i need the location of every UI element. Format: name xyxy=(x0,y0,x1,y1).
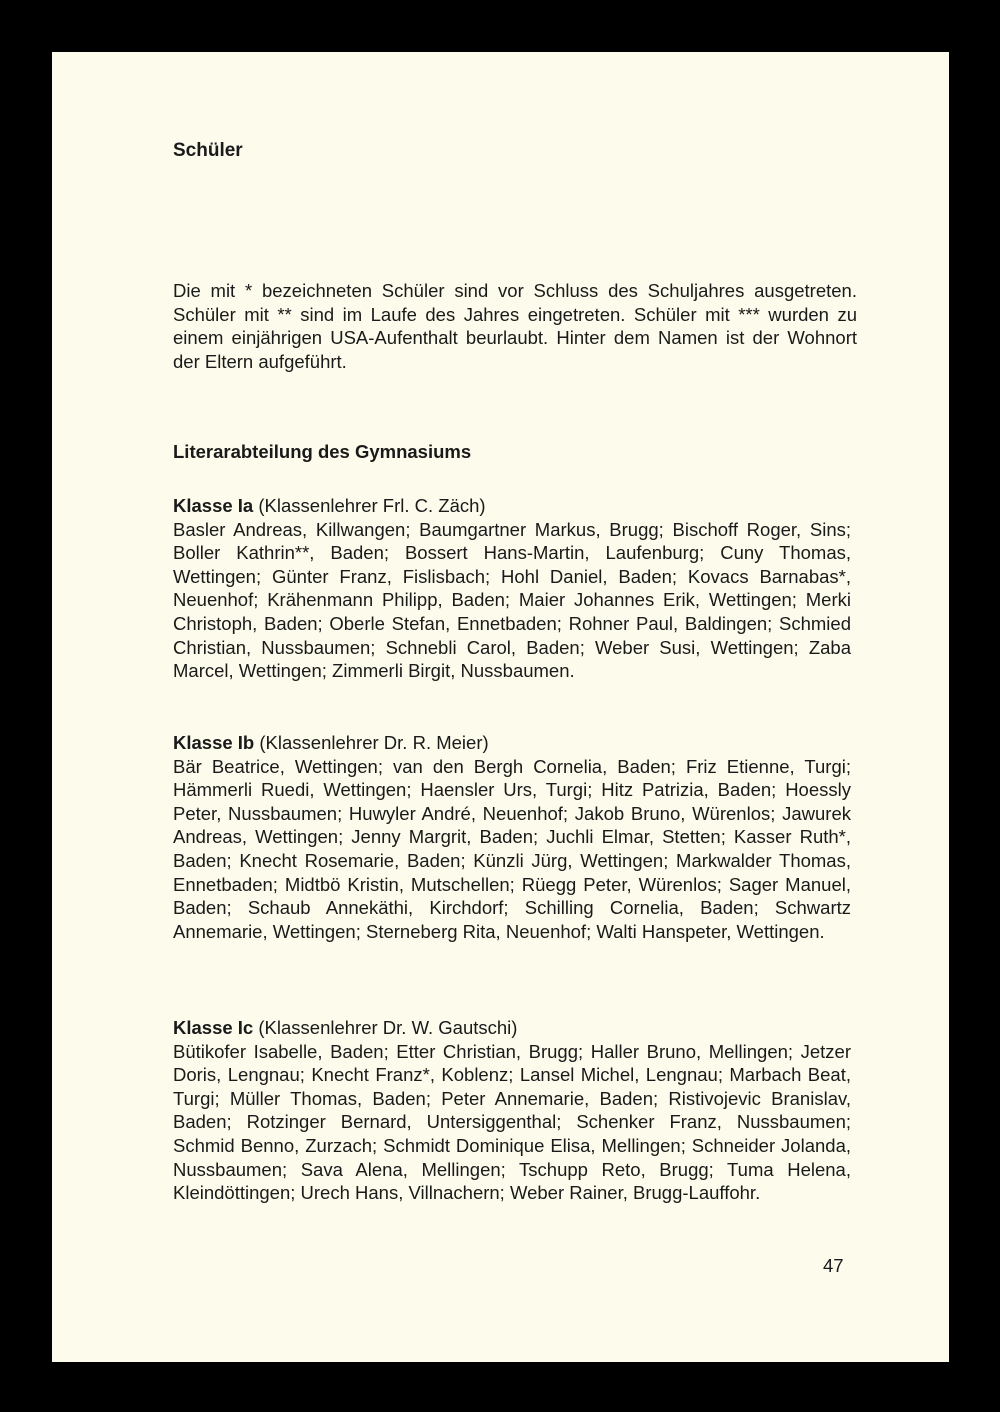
class-name: Klasse Ic xyxy=(173,1017,254,1038)
class-student-list: Bär Beatrice, Wettingen; van den Bergh Cornelia, Baden; Friz Etienne, Turgi; Hämmerli Ruedi, Wettingen; Haensler Urs, Turgi; Hitz Patrizia, Baden; Hoessly Peter, Nussbaumen; Huwyler André, Neuenhof; Jakob Bruno, Würenlos; Jawurek Andreas, Wettingen; Jenny Margrit, Baden; Juchli Elmar, Stetten; Kasser Ruth*, Baden; Knecht Rosemarie, Baden; Künzli Jürg, Wettingen; Markwalder Thomas, Ennetbaden; Midtbö Kristin, Mutschellen; Rüegg Peter, Würenlos; Sager Manuel, Baden; Schaub Annekäthi, Kirchdorf; Schilling Cornelia, Baden; Schwartz Annemarie, Wettingen; Sterneberg Rita, Neuenhof; Walti Hanspeter, Wettingen. xyxy=(173,755,851,942)
class-student-list: Bütikofer Isabelle, Baden; Etter Christian, Brugg; Haller Bruno, Mellingen; Jetzer Doris, Lengnau; Knecht Franz*, Koblenz; Lansel Michel, Lengnau; Marbach Beat, Turgi; Müller Thomas, Baden; Peter Annemarie, Baden; Ristivojevic Branislav, Baden; Rotzinger Bernard, Untersiggenthal; Schenker Franz, Nussbaumen; Schmid Benno, Zurzach; Schmidt Dominique Elisa, Mellingen; Schneider Jolanda, Nussbaumen; Sava Alena, Mellingen; Tschupp Reto, Brugg; Tuma Helena, Kleindöttingen; Urech Hans, Villnachern; Weber Rainer, Brugg-Lauffohr. xyxy=(173,1040,851,1204)
class-block-ib xyxy=(173,731,851,943)
page-number: 47 xyxy=(823,1255,844,1276)
class-name: Klasse Ia xyxy=(173,495,254,516)
document-page xyxy=(52,52,949,1362)
class-header xyxy=(173,731,851,755)
section-heading: Literarabteilung des Gymnasiums xyxy=(173,441,472,462)
class-block-ic xyxy=(173,1016,851,1205)
class-teacher: (Klassenlehrer Frl. C. Zäch) xyxy=(258,495,486,516)
class-teacher: (Klassenlehrer Dr. R. Meier) xyxy=(259,732,489,753)
class-header xyxy=(173,494,851,518)
class-name: Klasse Ib xyxy=(173,732,255,753)
class-teacher: (Klassenlehrer Dr. W. Gautschi) xyxy=(258,1017,518,1038)
class-header xyxy=(173,1016,851,1040)
class-block-ia xyxy=(173,494,851,683)
intro-paragraph: Die mit * bezeichneten Schüler sind vor Schluss des Schuljahres ausgetreten. Schüler mit ** sind im Laufe des Jahres eingetreten. Schüler mit *** wurden zu einem einjährigen USA-Aufenthalt beurlaubt. Hinter dem Namen ist der Wohnort der Eltern aufgeführt. xyxy=(173,280,857,372)
class-student-list: Basler Andreas, Killwangen; Baumgartner Markus, Brugg; Bischoff Roger, Sins; Boller Kathrin**, Baden; Bossert Hans-Martin, Laufenburg; Cuny Thomas, Wettingen; Günter Franz, Fislisbach; Hohl Daniel, Baden; Kovacs Barnabas*, Neuenhof; Krähenmann Philipp, Baden; Maier Johannes Erik, Wettingen; Merki Christoph, Baden; Oberle Stefan, Ennetbaden; Rohner Paul, Baldingen; Schmied Christian, Nussbaumen; Schnebli Carol, Baden; Weber Susi, Wettingen; Zaba Marcel, Wettingen; Zimmerli Birgit, Nussbaumen. xyxy=(173,518,851,682)
page-title: Schüler xyxy=(173,140,243,161)
